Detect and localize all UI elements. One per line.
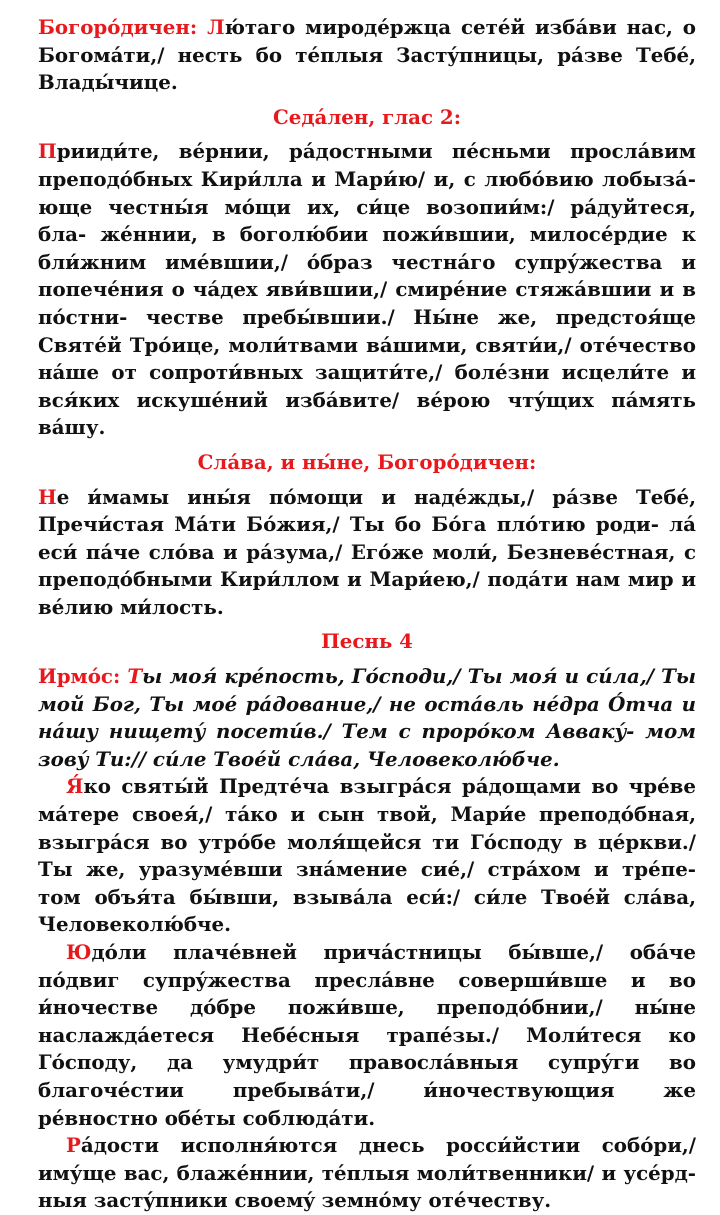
sedalen-initial: П: [38, 139, 57, 164]
troparion-2-text: до́ли плачéвней причáстницы бы́вше,/ обáче по́двиг супрýжества преслáвне соверши́вше и во и́ночестве до́бре пожи́вше, преподо́бнии,/ ны́не наслаждáетеся Небéсныя трапéзы./ Моли́теся ко Го́споду, да умудри́т правослáвныя супрýги во благочéстии пребывáти,/ и́ночествующия же рéвностно обéты соблюдáти.: [38, 940, 696, 1130]
troparion-3: [38, 1132, 696, 1215]
sedalen-heading: Седáлен, глас 2:: [273, 104, 461, 129]
glory-theotokion-heading: Слáва, и ны́не, Богоро́дичен:: [197, 449, 537, 474]
ode-4-heading: Песнь 4: [321, 629, 413, 654]
irmos-initial: Т: [127, 664, 143, 689]
theotokion-1-label: Богоро́дичен:: [38, 15, 198, 39]
glory-theotokion-initial: Н: [38, 484, 57, 509]
troparion-3-initial: Р: [66, 1133, 81, 1158]
irmos: [38, 663, 696, 773]
irmos-label: Ирмо́с:: [38, 664, 121, 689]
troparion-1-initial: Я́: [66, 774, 84, 799]
troparion-1-text: ко святы́й Предтéча взыгрáся рáдощами во чрéве мáтере своея́,/ тáко и сын твой, Мари́е преподо́бная, взыгрáся во утро́бе моля́щейся ти Го́споду в цéркви./ Ты же, уразумéвши знáмение сиé,/ стрáхом и трéпе- том объя́та бы́вши, взывáла еси́:/ си́ле Твоéй слáва, Человеколю́бче.: [38, 774, 696, 937]
theotokion-1-initial: Л: [207, 15, 225, 39]
theotokion-1: [38, 14, 696, 97]
troparion-2: [38, 939, 696, 1132]
irmos-text: ы моя́ крéпость, Го́споди,/ Ты моя́ и си́ла,/ Ты мой Бог, Ты моé рáдование,/ не остáвль нéдра О́тча и нáшу нищетý посети́в./ Тем с проро́ком Аввакý- мом зовý Ти:// си́ле Твоéй слáва, Человеколю́бче.: [38, 664, 696, 771]
troparion-1: [38, 773, 696, 939]
troparion-2-initial: Ю: [66, 940, 92, 964]
troparion-3-text: áдости исполня́ются днесь росси́йстии собо́ри,/ иму́ще вас, блажéннии, тéплыя моли́твенники/ и усéрд- ныя застýпники своемý земно́му отéчеству.: [38, 1133, 696, 1213]
glory-theotokion-body: е и́мамы ины́я по́мощи и надéжды,/ рáзве Тебé, Пречи́стая Мáти Бо́жия,/ Ты бо Бо́га пло́тию роди- лá еси́ пáче сло́ва и рáзума,/ Его́же моли́, Безневéстная, с преподо́бными Кири́ллом и Мари́ею,/ подáти нам мир и вéлию ми́лость.: [38, 484, 696, 619]
sedalen-body: рииди́те, вéрнии, рáдостными пéсньми прослáвим преподо́бных Кири́лла и Мари́ю/ и, с любо́вию лобызá- юще честны́я мо́щи их, си́це возопии́м:/ рáдуйтеся, бла- жéннии, в боголю́бии пожи́вшии, милосéрдие к бли́жним имéвшии,/ о́браз честнáго супрýжества и попечéния о чáдех яви́вшии,/ смирéние стяжáвшии и в по́стни- честве пребы́вшии./ Ны́не же, предстоя́ще Святéй Тро́ице, моли́твами вáшими, святи́и,/ отéчество нáше от сопроти́вных защити́те,/ болéзни исцели́те и вся́ких искушéний избáвите/ вéрою чтýщих пáмять вáшу.: [38, 139, 696, 440]
sedalen-text: [38, 138, 696, 442]
theotokion-1-text: ю́таго миродéржца сетéй избáви нас, о Богомáти,/ несть бо тéплыя Застýпницы, рáзве Тебé, Влады́чице.: [38, 15, 696, 95]
glory-theotokion-text: [38, 484, 696, 622]
